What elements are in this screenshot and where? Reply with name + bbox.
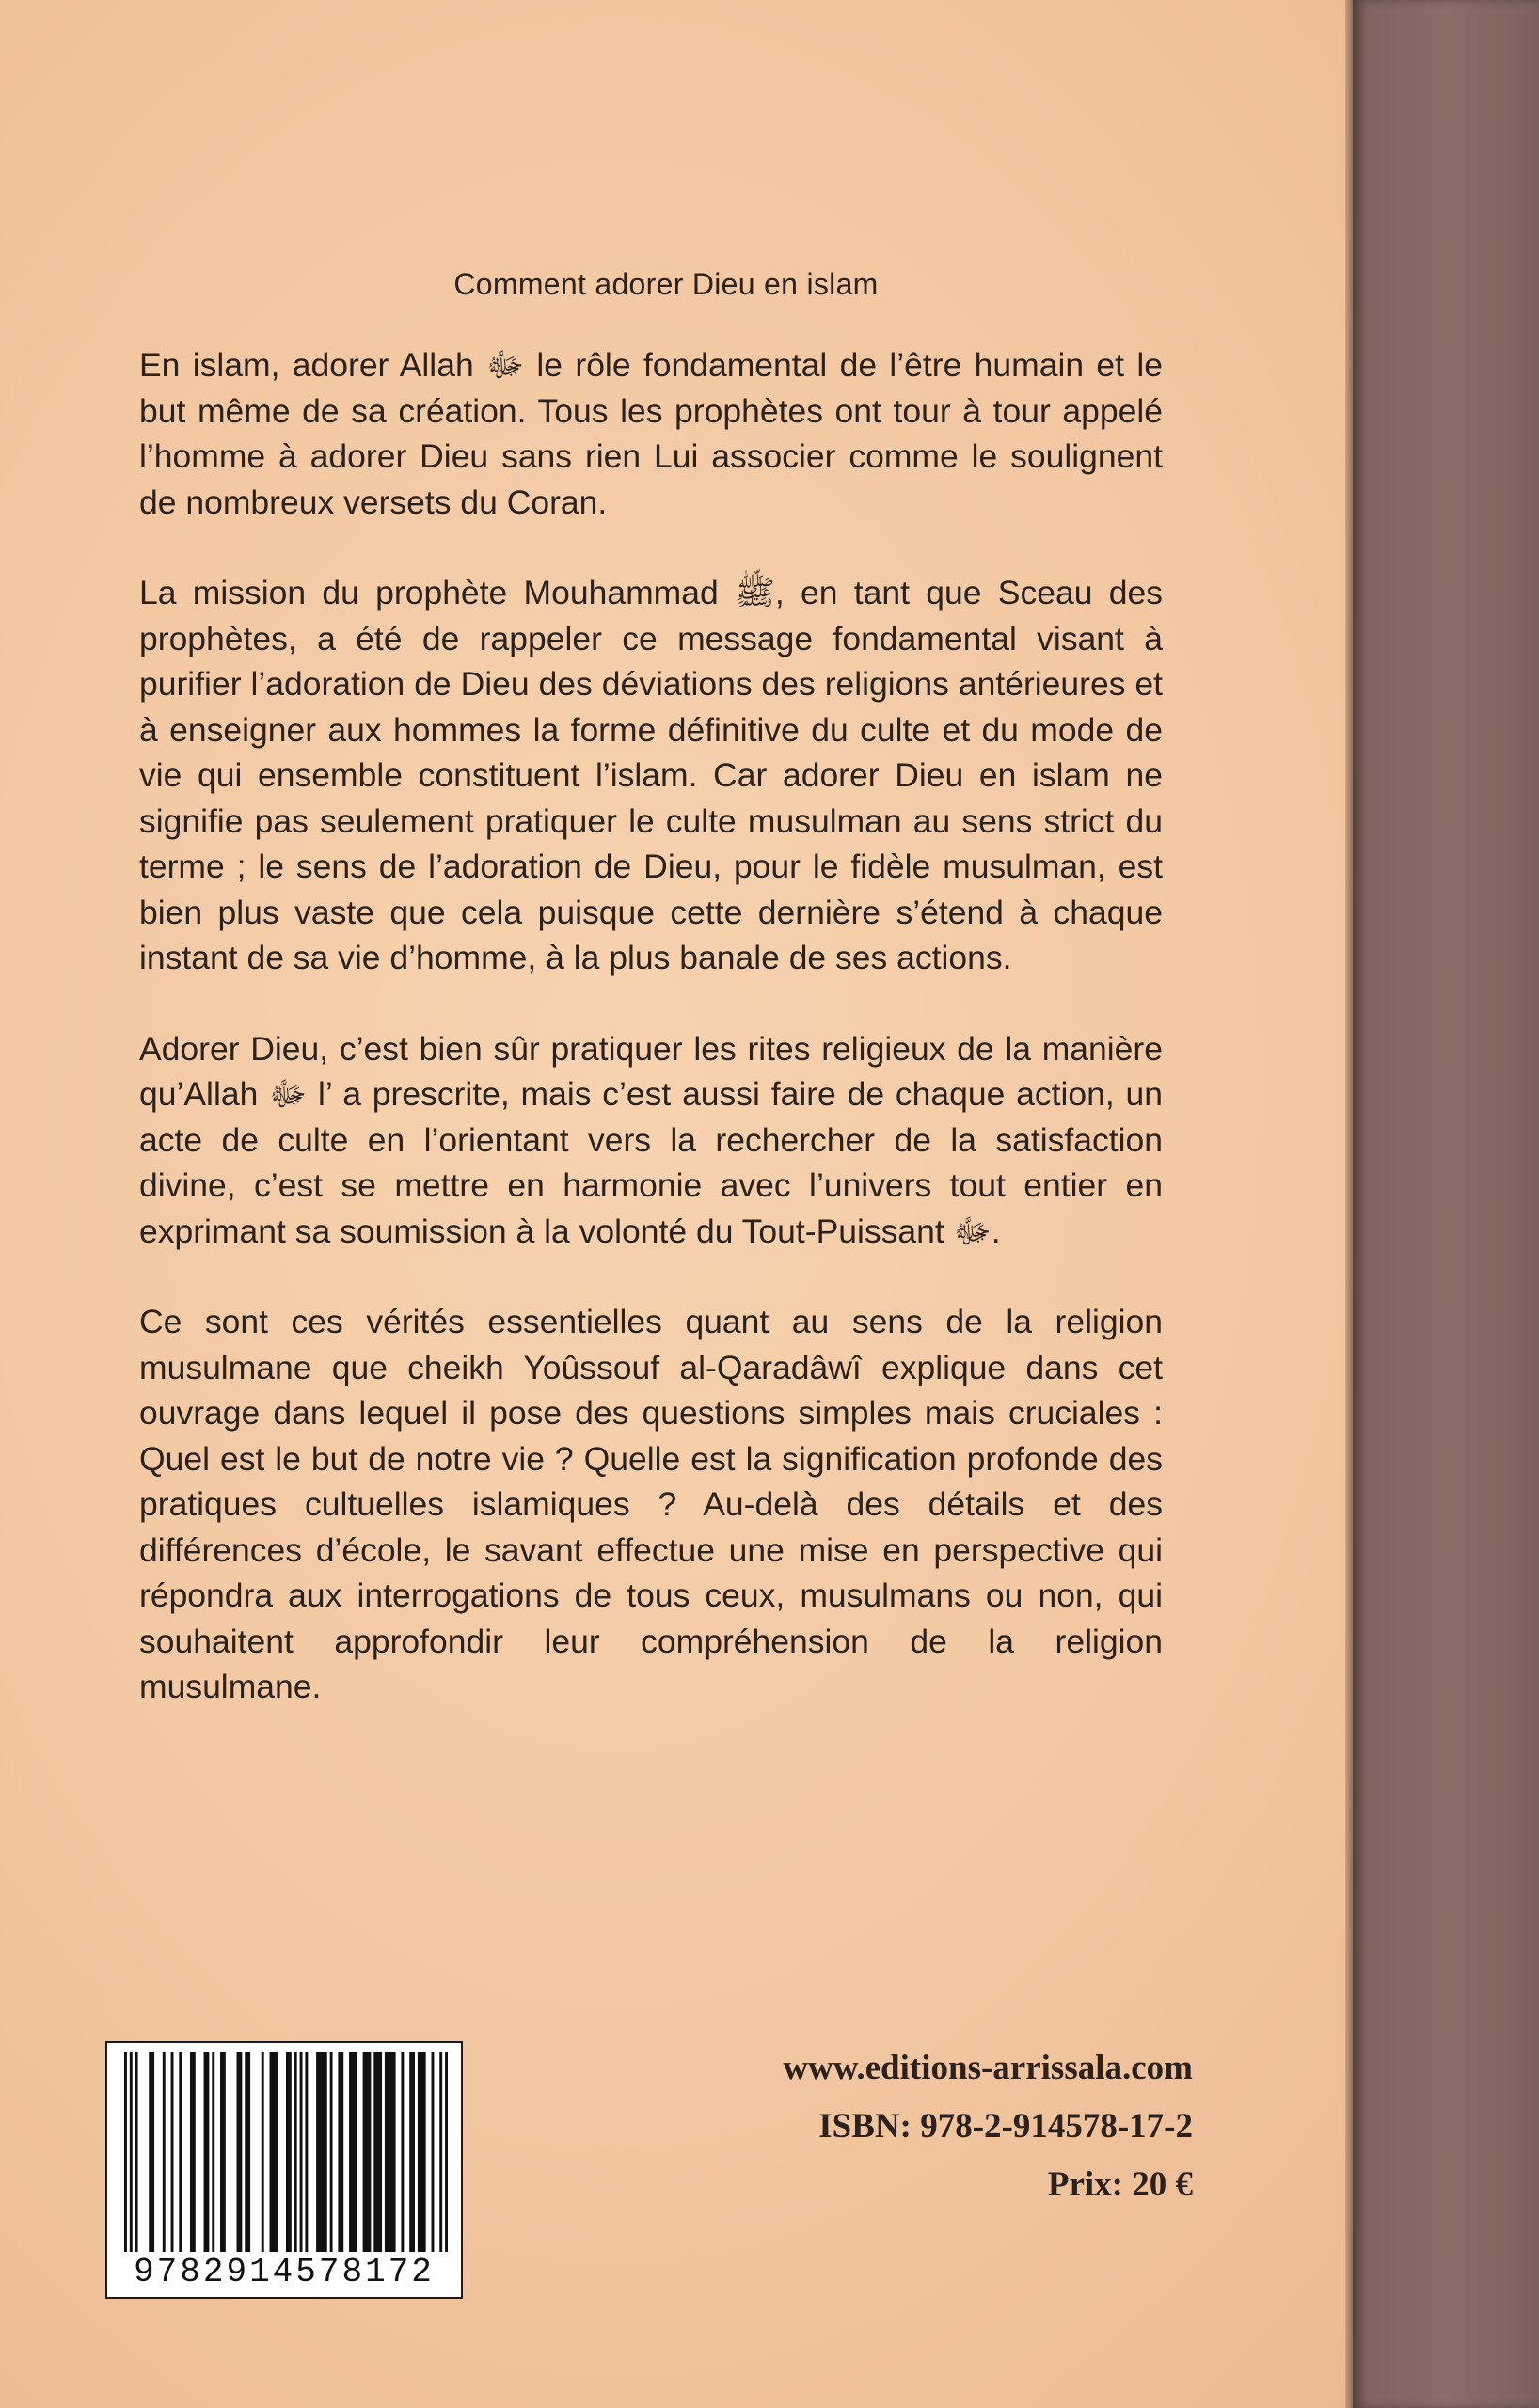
barcode-bar [439,2052,442,2252]
barcode-bar [316,2052,327,2252]
barcode-bar [262,2052,264,2252]
barcode-bar [220,2052,226,2252]
blurb [139,342,1163,1755]
barcode-bar [190,2052,196,2252]
barcode-bar [305,2052,308,2252]
isbn-number: ISBN: 978-2-914578-17-2 [818,2107,1193,2146]
barcode-bar [432,2052,435,2252]
barcode-bar [294,2052,297,2252]
barcode-bar [385,2052,396,2252]
barcode-bar [149,2052,154,2252]
book-spine [1353,0,1539,2408]
barcode-bar [270,2052,278,2252]
isbn-barcode [105,2041,463,2299]
barcode-bar [401,2052,404,2252]
barcode-bar [179,2052,182,2252]
barcode-bar [212,2052,214,2252]
barcode-bar [163,2052,166,2252]
barcode-bar [171,2052,174,2252]
barcode-bar [135,2052,138,2252]
barcode-bar [363,2052,372,2252]
publisher-website: www.editions-arrissala.com [783,2049,1193,2087]
price: Prix: 20 € [1047,2165,1193,2204]
barcode-digits: 9782914578172 [134,2253,435,2291]
barcode-bar [300,2052,303,2252]
barcode-bar [409,2052,415,2252]
barcode-bar [445,2052,448,2252]
barcode-bar [330,2052,333,2252]
blurb-paragraph-1: En islam, adorer Allah ﷻ le rôle fondamental de l’être humain et le but même de sa création. Tous les prophètes ont tour à tour appelé l’homme à adorer Dieu sans rien Lui associer comme le soulignent de nombreux versets du Coran. [139,346,1163,521]
publisher-info [602,2039,1193,2214]
barcode-bar [373,2052,382,2252]
book-title: Comment adorer Dieu en islam [453,267,879,301]
barcode-bar [237,2052,243,2252]
blurb-paragraph-3: Adorer Dieu, c’est bien sûr pratiquer les rites religieux de la manière qu’Allah ﷻ l’ a prescrite, mais c’est aussi faire de chaque action, un acte de culte en l’orientant vers la rechercher de la satisfaction divine, c’est se mettre en harmonie avec l’univers tout entier en exprimant sa soumission à la volonté du Tout-Puissant ﷻ. [139,1029,1163,1250]
barcode-bar [418,2052,426,2252]
barcode-bar [286,2052,292,2252]
barcode-bar [338,2052,343,2252]
barcode-bar [349,2052,357,2252]
barcode-bars [124,2052,448,2252]
blurb-paragraph-2: La mission du prophète Mouhammad ﷺ, en tant que Sceau des prophètes, a été de rappeler ce message fondamental visant à purifier l’adoration de Dieu des déviations des religions antérieures et à enseigner aux hommes la forme définitive du culte et du mode de vie qui ensemble constituent l’islam. Car adorer Dieu en islam ne signifie pas seulement pratiquer le culte musulman au sens strict du terme ; le sens de l’adoration de Dieu, pour le fidèle musulman, est bien plus vaste que cela puisque cette dernière s’étend à chaque instant de sa vie d’homme, à la plus banale de ses actions. [139,574,1163,976]
barcode-bar [245,2052,250,2252]
barcode-bar [204,2052,210,2252]
barcode-bar [130,2052,133,2252]
blurb-paragraph-4: Ce sont ces vérités essentielles quant au sens de la religion musulmane que cheikh Yoûssouf al-Qaradâwî explique dans cet ouvrage dans lequel il pose des questions simples mais cruciales : Quel est le but de notre vie ? Quelle est la signification profonde des pratiques cultuelles islamiques ? Au-delà des détails et des différences d’école, le savant effectue une mise en perspective qui répondra aux interrogations de tous ceux, musulmans ou non, qui souhaitent approfondir leur compréhension de la religion musulmane. [139,1303,1163,1705]
barcode-bar [124,2052,127,2252]
